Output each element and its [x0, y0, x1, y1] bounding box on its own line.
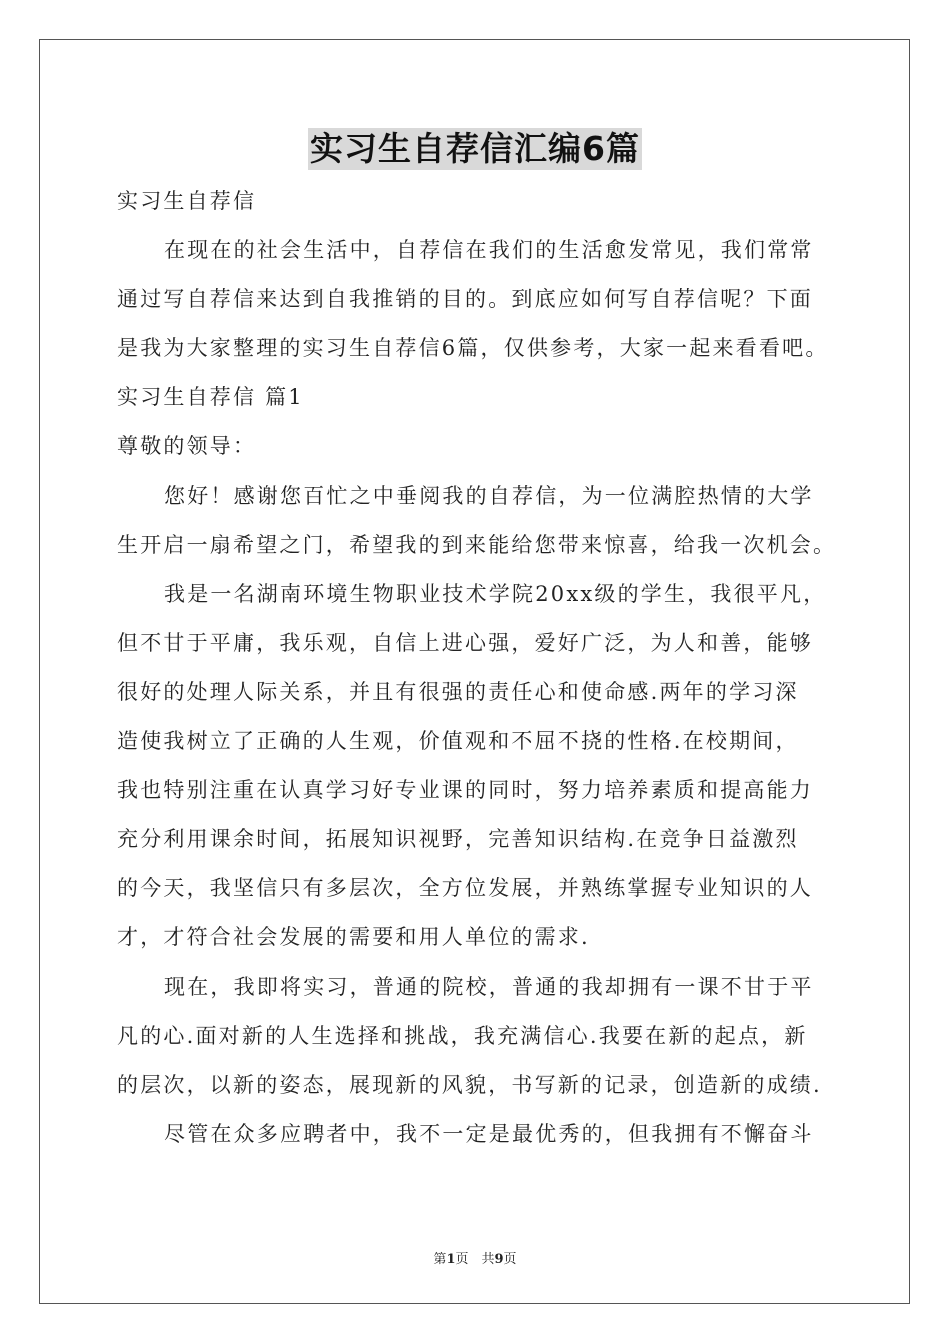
body-line: 我是一名湖南环境生物职业技术学院20xx级的学生，我很平凡， — [164, 581, 827, 606]
body-line: 尽管在众多应聘者中，我不一定是最优秀的，但我拥有不懈奋斗 — [164, 1121, 814, 1146]
title-wrap — [0, 128, 950, 170]
body-line: 尊敬的领导： — [117, 434, 257, 459]
footer-page-suffix: 页 — [503, 1252, 517, 1267]
body-line: 很好的处理人际关系，并且有很强的责任心和使命感.两年的学习深 — [117, 679, 799, 704]
body-line: 凡的心.面对新的人生选择和挑战，我充满信心.我要在新的起点，新 — [117, 1023, 808, 1048]
body-line: 生开启一扇希望之门，希望我的到来能给您带来惊喜，给我一次机会。 — [117, 532, 837, 557]
body-line: 实习生自荐信 篇1 — [117, 385, 304, 410]
body-line: 通过写自荐信来达到自我推销的目的。到底应如何写自荐信呢？下面 — [117, 287, 813, 312]
footer-page-current: 1 — [446, 1252, 456, 1267]
page-footer — [0, 1248, 950, 1267]
body-line: 您好！感谢您百忙之中垂阅我的自荐信，为一位满腔热情的大学 — [164, 483, 814, 508]
body-line: 才，才符合社会发展的需要和用人单位的需求. — [117, 925, 590, 950]
body-line: 的今天，我坚信只有多层次，全方位发展，并熟练掌握专业知识的人 — [117, 876, 813, 901]
body-line: 我也特别注重在认真学习好专业课的同时，努力培养素质和提高能力 — [117, 778, 813, 803]
body-line: 实习生自荐信 — [117, 189, 257, 213]
document-body — [117, 180, 847, 1162]
body-line: 在现在的社会生活中，自荐信在我们的生活愈发常见，我们常常 — [164, 238, 814, 263]
body-line: 但不甘于平庸，我乐观，自信上进心强，爱好广泛，为人和善，能够 — [117, 630, 813, 655]
document-title: 实习生自荐信汇编6篇 — [310, 129, 640, 168]
body-line: 现在，我即将实习，普通的院校，普通的我却拥有一课不甘于平 — [164, 974, 814, 999]
footer-page-mid: 页 共 — [455, 1252, 495, 1267]
footer-page-prefix: 第 — [433, 1252, 447, 1267]
body-line: 造使我树立了正确的人生观，价值观和不屈不挠的性格.在校期间， — [117, 729, 799, 754]
body-line: 的层次，以新的姿态，展现新的风貌，书写新的记录，创造新的成绩. — [117, 1072, 822, 1097]
footer-page-total: 9 — [494, 1252, 504, 1267]
body-line: 充分利用课余时间，拓展知识视野，完善知识结构.在竞争日益激烈 — [117, 827, 799, 852]
body-line: 是我为大家整理的实习生自荐信6篇，仅供参考，大家一起来看看吧。 — [117, 336, 829, 361]
